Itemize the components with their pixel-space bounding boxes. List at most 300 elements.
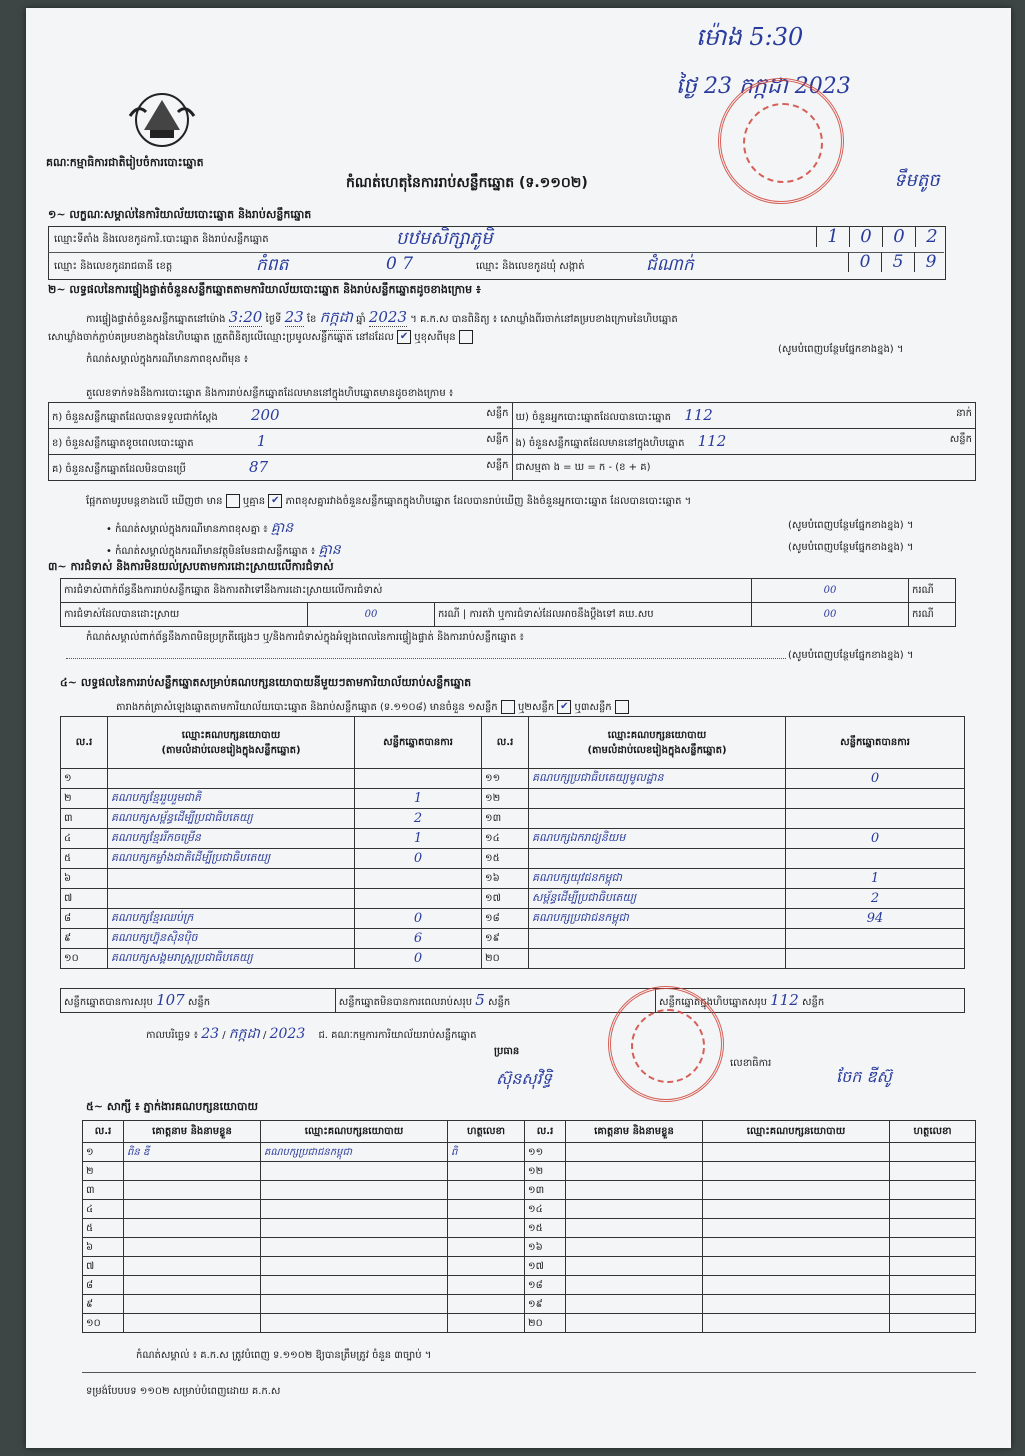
- witness-row-no: ២០: [525, 1314, 566, 1333]
- unit-sheet: សន្លឹក: [187, 997, 211, 1008]
- witness-row: [83, 1295, 976, 1314]
- results-col-party: [108, 717, 355, 769]
- results-row-votes: 0: [355, 949, 482, 969]
- figure-kha-label: ខ) ចំនួនសន្លឹកឆ្នោតខូចពេលបោះឆ្នោត: [52, 438, 194, 449]
- figure-gho-label: ឃ) ចំនួនអ្នកបោះឆ្នោតដែលបានបោះឆ្នោត: [515, 412, 672, 423]
- verification-text-1: ការផ្ទៀងផ្ទាត់ចំនួនសន្លឹកឆ្នោតនៅម៉ោង: [86, 314, 226, 325]
- results-row-no: ៤: [61, 829, 108, 849]
- bullet-objects-label: • កំណត់សម្គាល់ក្នុងករណីមានវត្ថុមិនមែនជាសន្លឹកឆ្នោត ៖: [106, 546, 316, 557]
- total-invalid-value: 5: [475, 991, 485, 1009]
- form-sheet: [26, 8, 1011, 1448]
- witness-row-sign: [448, 1276, 525, 1295]
- results-row: [61, 929, 965, 949]
- results-row-no: ៦: [61, 869, 108, 889]
- tally-sheet-line: [116, 700, 629, 715]
- results-row-party: [529, 809, 786, 829]
- bullet-difference: [106, 518, 293, 539]
- date-month: កក្កដា: [228, 1026, 260, 1042]
- witness-row-name: [124, 1162, 261, 1181]
- witness-row: [83, 1200, 976, 1219]
- witness-row-name: [124, 1238, 261, 1257]
- witness-row-name: [566, 1219, 703, 1238]
- station-code-digit: 1: [816, 226, 849, 247]
- section5-heading: ៥~ សាក្សី ៖ ភ្នាក់ងារគណបក្សនយោបាយ: [86, 1100, 259, 1113]
- witness-row-no: ៥: [83, 1219, 124, 1238]
- compare-line: [86, 494, 986, 509]
- results-row-no: ២០: [482, 949, 529, 969]
- form-footer: ទម្រង់បែបបទ ១១០២ សម្រាប់បំពេញដោយ គ.ក.ស: [86, 1386, 281, 1397]
- witness-col-sign: ហត្ថលេខា: [448, 1121, 525, 1143]
- objection-row2b-label: ករណី | ការតវ៉ា ឬការជំទាស់ដែលអាចនឹងប្តឹងទៅ គឃ.សប: [435, 603, 752, 627]
- witness-row-no: ១៣: [525, 1181, 566, 1200]
- results-row-party: [108, 869, 355, 889]
- results-row-party: [529, 789, 786, 809]
- footnote: កំណត់សម្គាល់ ៖ គ.ក.ស ត្រូវបំពេញ ទ.១១០២ ឱ្យបានត្រឹមត្រូវ ចំនួន ៣ច្បាប់ ។: [136, 1350, 432, 1361]
- committee-label: ជ. គណៈកម្មការការិយាល័យរាប់សន្លឹកឆ្នោត: [318, 1030, 477, 1041]
- unit-sheet: សន្លឹក: [488, 997, 511, 1008]
- witness-row: [83, 1276, 976, 1295]
- two-sheet-label: ឬ២សន្លឹក: [518, 702, 555, 713]
- form-title: កំណត់ហេតុនៃការរាប់សន្លឹកឆ្នោត (ទ.១១០២): [346, 175, 588, 191]
- section1-row2-label: ឈ្មោះ និងលេខកូដរាជធានី ខេត្ត: [54, 261, 173, 272]
- witness-row-sign: [890, 1200, 976, 1219]
- witness-row-sign: [890, 1276, 976, 1295]
- results-row-votes: 0: [355, 849, 482, 869]
- witness-row-party: គណបក្សប្រជាជនកម្ពុជា: [261, 1143, 448, 1162]
- results-row-votes: [355, 889, 482, 909]
- lock-check-text: សោឃ្លាំងចាក់ភ្ជាប់គម្របខាងក្នុងនៃហិបឆ្នោត ត្រួតពិនិត្យលើឈ្មោះប្រមូលសន្លឹកឆ្នោត នៅដដែល: [48, 332, 394, 343]
- witness-row-name: [566, 1238, 703, 1257]
- results-col-party-sub: (តាមលំដាប់លេខរៀងក្នុងសន្លឹកឆ្នោត): [161, 744, 301, 756]
- witness-row-party: [261, 1295, 448, 1314]
- results-row-votes: [355, 769, 482, 789]
- results-row-votes: 1: [786, 869, 965, 889]
- results-row-party: [108, 769, 355, 789]
- total-valid-value: 107: [156, 991, 185, 1009]
- witness-col-name: គោត្តនាម និងនាមខ្លួន: [124, 1121, 261, 1143]
- no-difference-checkbox[interactable]: ✔: [268, 494, 282, 508]
- results-row-no: ១៩: [482, 929, 529, 949]
- results-row-votes: 0: [786, 829, 965, 849]
- witness-row-party: [261, 1200, 448, 1219]
- figure-gho-value: 112: [684, 406, 713, 424]
- witness-col-no: ល.រ: [83, 1121, 124, 1143]
- commune-code: [848, 252, 947, 272]
- three-sheet-checkbox[interactable]: [615, 700, 629, 714]
- results-row-party: គណបក្សយុវជនកម្ពុជា: [529, 869, 786, 889]
- witness-row-party: [703, 1238, 890, 1257]
- witness-row: [83, 1162, 976, 1181]
- witness-row-no: ៣: [83, 1181, 124, 1200]
- verification-day: 23: [284, 308, 304, 326]
- commune-code-digit: 5: [881, 252, 914, 272]
- figure-ka-label: ក) ចំនួនសន្លឹកឆ្នោតដែលបានទទួលជាក់ស្តែង: [52, 412, 218, 423]
- results-col-party: [529, 717, 786, 769]
- figure-kha: [49, 429, 513, 455]
- witness-row-name: [124, 1257, 261, 1276]
- section3-note: កំណត់សម្គាល់ពាក់ព័ន្ធនឹងភាពមិនប្រក្រតីផ្សេងៗ ឬ/និងការជំទាស់ក្នុងអំឡុងពេលនៃការផ្ទៀងផ្ទាត់ និងការរាប់សន្លឹកឆ្នោត ៖: [86, 632, 524, 643]
- results-row-no: ១៨: [482, 909, 529, 929]
- witness-row-name: [124, 1276, 261, 1295]
- polling-station-name: បឋមសិក្សាភូមិ: [396, 228, 493, 249]
- results-row-no: ១៥: [482, 849, 529, 869]
- results-row-votes: [786, 809, 965, 829]
- results-row-votes: [786, 949, 965, 969]
- witness-row-name: [566, 1200, 703, 1219]
- handwritten-note: ទឹមតូច: [894, 170, 940, 191]
- witness-row-party: [703, 1181, 890, 1200]
- witness-row-party: [261, 1181, 448, 1200]
- witness-row-sign: [890, 1238, 976, 1257]
- results-row-no: ១៤: [482, 829, 529, 849]
- witness-row-name: ពិន ឌី: [124, 1143, 261, 1162]
- witness-row-sign: [448, 1162, 525, 1181]
- results-row-votes: 1: [355, 829, 482, 849]
- bullet-objects-value: គ្មាន: [318, 542, 341, 558]
- station-code-digit: 0: [882, 226, 915, 247]
- figures-intro: តួលេខទាក់ទងនឹងការបោះឆ្នោត និងការរាប់សន្លឹកឆ្នោតដែលមាននៅក្នុងហិបឆ្នោតមានដូចខាងក្រោម ៖: [86, 388, 454, 399]
- figure-ngo-value: 112: [697, 432, 727, 450]
- bullet-difference-label: • កំណត់សម្គាល់ក្នុងករណីមានភាពខុសគ្នា ៖: [106, 524, 268, 535]
- results-row: [61, 809, 965, 829]
- org-name: គណៈកម្មាធិការជាតិរៀបចំការបោះឆ្នោត: [46, 156, 204, 169]
- verification-month: កក្កដា: [320, 308, 353, 331]
- province-code: 0 7: [386, 254, 414, 274]
- figure-ko: [49, 455, 513, 481]
- witness-row-party: [261, 1257, 448, 1276]
- witness-row-name: [566, 1162, 703, 1181]
- results-row-votes: 2: [355, 809, 482, 829]
- figure-ngo-label: ង) ចំនួនសន្លឹកឆ្នោតដែលមាននៅក្នុងហិបឆ្នោត: [515, 438, 685, 449]
- witness-row-sign: [890, 1219, 976, 1238]
- tally-sheet-intro: តារាងកត់ត្រាសំឡេងឆ្នោតតាមការិយាល័យបោះឆ្នោត និងរាប់សន្លឹកឆ្នោត (ទ.១១០៨) មានចំនួន ១សន្លឹក: [116, 702, 498, 713]
- results-row-no: ១៣: [482, 809, 529, 829]
- witness-row: [83, 1143, 976, 1162]
- results-row-no: ៣: [61, 809, 108, 829]
- figure-kha-value: 1: [256, 432, 267, 450]
- different-label: ឬខុសពីមុន: [414, 332, 456, 343]
- witness-row-name: [124, 1181, 261, 1200]
- figure-ka-value: 200: [250, 406, 280, 424]
- commune-code-digit: 9: [914, 252, 947, 272]
- results-row-party: គណបក្សខ្មែរឈប់ក្រ: [108, 909, 355, 929]
- handwritten-time: ម៉ោង 5:30: [696, 23, 804, 51]
- witness-row-sign: [448, 1314, 525, 1333]
- results-row-party: [529, 849, 786, 869]
- results-row-votes: 1: [355, 789, 482, 809]
- results-col-party-title: ឈ្មោះគណបក្សនយោបាយ: [181, 729, 281, 741]
- witness-row-sign: [448, 1219, 525, 1238]
- bullet-objects-fill: (សូមបំពេញបន្ថែមផ្នែកខាងខ្នង) ។: [788, 542, 914, 553]
- results-row: [61, 849, 965, 869]
- results-row-party: គណបក្សសម្ព័ន្ធដើម្បីប្រជាធិបតេយ្យ: [108, 809, 355, 829]
- objection-row2-value: 00: [308, 603, 435, 627]
- results-col-party-sub: (តាមលំដាប់លេខរៀងក្នុងសន្លឹកឆ្នោត): [587, 744, 727, 756]
- date-line: កាលបរិច្ឆេទ ៖ 23 / កក្កដា / 2023 ជ. គណៈកម្មការការិយាល័យរាប់សន្លឹកឆ្នោត: [146, 1026, 477, 1042]
- total-box-label: សន្លឹកឆ្នោតក្នុងហិបឆ្នោតសរុប: [659, 997, 767, 1008]
- section1-row1-label: ឈ្មោះទីតាំង និងលេខកូដការិ.បោះឆ្នោត និងរាប់សន្លឹកឆ្នោត: [54, 234, 269, 245]
- witness-row-no: ៤: [83, 1200, 124, 1219]
- witness-row-no: ១៥: [525, 1219, 566, 1238]
- results-row-votes: 2: [786, 889, 965, 909]
- figure-gho: [512, 403, 976, 429]
- results-row: [61, 869, 965, 889]
- witness-row-party: [261, 1238, 448, 1257]
- witness-row-name: [566, 1257, 703, 1276]
- witness-row-no: ១៤: [525, 1200, 566, 1219]
- commune-label: ឈ្មោះ និងលេខកូដឃុំ សង្កាត់: [476, 261, 585, 272]
- witness-row-sign: [448, 1181, 525, 1200]
- results-row-votes: 0: [355, 909, 482, 929]
- witness-row-sign: [890, 1257, 976, 1276]
- results-row: [61, 829, 965, 849]
- commune-name: ជំណាក់: [646, 255, 694, 275]
- witness-row-no: ៨: [83, 1276, 124, 1295]
- witness-row-no: ៩: [83, 1295, 124, 1314]
- results-row-no: ១០: [61, 949, 108, 969]
- handwritten-date: ថ្ងៃ 23 កក្កដា 2023: [676, 74, 851, 99]
- nec-emblem-icon: [126, 86, 198, 154]
- results-row: [61, 789, 965, 809]
- witness-row-party: [703, 1143, 890, 1162]
- different-checkbox[interactable]: [459, 330, 473, 344]
- two-sheet-checkbox[interactable]: ✔: [557, 700, 571, 714]
- difference-note-label: កំណត់សម្គាល់ក្នុងករណីមានភាពខុសពីមុន ៖: [86, 354, 249, 365]
- witness-row-no: ១: [83, 1143, 124, 1162]
- witness-row-no: ១១: [525, 1143, 566, 1162]
- witness-row: [83, 1257, 976, 1276]
- witness-row-name: [124, 1314, 261, 1333]
- results-row-party: [529, 929, 786, 949]
- one-sheet-checkbox[interactable]: [501, 700, 515, 714]
- station-code-digit: 2: [915, 226, 948, 247]
- witness-row-name: [566, 1295, 703, 1314]
- witness-row-name: [566, 1314, 703, 1333]
- section3-fill-note: (សូមបំពេញបន្ថែមផ្នែកខាងខ្នង) ។: [788, 650, 914, 661]
- figure-ko-label: គ) ចំនួនសន្លឹកឆ្នោតដែលមិនបានប្រើ: [52, 464, 186, 475]
- province-name: កំពត: [256, 255, 289, 275]
- witness-row-name: [124, 1295, 261, 1314]
- witness-row-no: ១៨: [525, 1276, 566, 1295]
- chair-signature: ស៊ុនសុវិទ្ធិ: [496, 1069, 552, 1088]
- results-row-no: ១៧: [482, 889, 529, 909]
- witness-row-name: [566, 1181, 703, 1200]
- section1-heading: ១~ លក្ខណៈសម្គាល់នៃការិយាល័យបោះឆ្នោត និងរាប់សន្លឹកឆ្នោត: [48, 208, 312, 221]
- unit-person: នាក់: [956, 408, 972, 419]
- results-row-party: [108, 889, 355, 909]
- results-col-no: ល.រ: [61, 717, 108, 769]
- witness-col-sign: ហត្ថលេខា: [890, 1121, 976, 1143]
- witness-row-sign: [448, 1238, 525, 1257]
- bullet-difference-value: គ្មាន: [270, 520, 294, 536]
- results-row-no: ១១: [482, 769, 529, 789]
- results-row-no: ៨: [61, 909, 108, 929]
- unit-sheet: សន្លឹក: [801, 997, 825, 1008]
- witness-col-party: ឈ្មោះគណបក្សនយោបាយ: [703, 1121, 890, 1143]
- results-row-party: គណបក្សកម្លាំងជាតិដើម្បីប្រជាធិបតេយ្យ: [108, 849, 355, 869]
- witness-row-sign: ពិ: [448, 1143, 525, 1162]
- witness-row-sign: [890, 1314, 976, 1333]
- witness-row-party: [261, 1162, 448, 1181]
- results-table: [60, 716, 965, 969]
- secretary-label: លេខាធិការ: [730, 1058, 772, 1069]
- witness-row-sign: [448, 1257, 525, 1276]
- witness-row-no: ១៦: [525, 1238, 566, 1257]
- witness-row-no: ១៩: [525, 1295, 566, 1314]
- witness-row-no: ៦: [83, 1238, 124, 1257]
- verification-line: [86, 308, 966, 331]
- witness-col-party: ឈ្មោះគណបក្សនយោបាយ: [261, 1121, 448, 1143]
- unit-sheet: សន្លឹក: [486, 460, 509, 471]
- witness-row-party: [703, 1276, 890, 1295]
- objection-row1-label: ការជំទាស់ពាក់ព័ន្ធនឹងការរាប់សន្លឹកឆ្នោត និងការតវ៉ាទៅនឹងការដោះស្រាយលើការជំទាស់: [61, 579, 752, 603]
- results-row-party: [529, 949, 786, 969]
- date-year: 2023: [269, 1026, 306, 1042]
- witness-row-sign: [890, 1295, 976, 1314]
- witness-row: [83, 1181, 976, 1200]
- formula-cell: [512, 455, 976, 481]
- results-row-votes: [355, 869, 482, 889]
- results-row-party: គណបក្សសង្គមរាស្ត្រប្រជាធិបតេយ្យ: [108, 949, 355, 969]
- results-row-party: គណបក្សខ្មែររួបរួមជាតិ: [108, 789, 355, 809]
- objection-row1-value: 00: [752, 579, 909, 603]
- witness-row-sign: [890, 1181, 976, 1200]
- results-col-votes: សន្លឹកឆ្នោតបានការ: [786, 717, 965, 769]
- witness-row-name: [124, 1219, 261, 1238]
- three-sheet-label: ឬ៣សន្លឹក: [574, 702, 612, 713]
- compare-rest: ភាពខុសគ្នារវាងចំនួនសន្លឹកឆ្នោតក្នុងហិបឆ្នោត ដែលបានរាប់ឃើញ និងចំនួនអ្នកបោះឆ្នោត ដែលបានបោះឆ្នោត ។: [285, 496, 692, 507]
- same-checkbox[interactable]: ✔: [397, 330, 411, 344]
- figure-ka: [49, 403, 513, 429]
- witness-row: [83, 1314, 976, 1333]
- objection-row2b-text: ការតវ៉ា ឬការជំទាស់ដែលអាចនឹងប្តឹងទៅ គឃ.សប: [469, 609, 654, 620]
- witness-row-sign: [448, 1200, 525, 1219]
- results-row-votes: [786, 849, 965, 869]
- results-row: [61, 909, 965, 929]
- objection-row2-label: ការជំទាស់ដែលបានដោះស្រាយ: [61, 603, 308, 627]
- results-col-votes: សន្លឹកឆ្នោតបានការ: [355, 717, 482, 769]
- objections-table: [60, 578, 956, 627]
- results-row: [61, 889, 965, 909]
- witness-row-no: ១៧: [525, 1257, 566, 1276]
- witness-row-party: [703, 1257, 890, 1276]
- results-row-party: សម្ព័ន្ធដើម្បីប្រជាធិបតេយ្យ: [529, 889, 786, 909]
- unit-sheet: សន្លឹក: [486, 408, 509, 419]
- results-col-no: ល.រ: [482, 717, 529, 769]
- bullet-difference-fill: (សូមបំពេញបន្ថែមផ្នែកខាងខ្នង) ។: [788, 520, 914, 531]
- results-row-votes: [786, 789, 965, 809]
- witness-col-no: ល.រ: [525, 1121, 566, 1143]
- witness-row-sign: [890, 1162, 976, 1181]
- figure-ko-value: 87: [249, 458, 269, 476]
- results-row-no: ១២: [482, 789, 529, 809]
- results-row-party: គណបក្សខ្មែររីកចម្រើន: [108, 829, 355, 849]
- results-row-no: ១: [61, 769, 108, 789]
- results-row-no: ៥: [61, 849, 108, 869]
- official-stamp-bottom: [608, 986, 724, 1102]
- witness-row-party: [703, 1162, 890, 1181]
- witness-row-no: ១២: [525, 1162, 566, 1181]
- witness-row-sign: [890, 1143, 976, 1162]
- witness-row-party: [261, 1276, 448, 1295]
- results-row-votes: 0: [786, 769, 965, 789]
- total-invalid: [335, 989, 655, 1013]
- objection-row2b-value: 00: [752, 603, 909, 627]
- witness-row: [83, 1219, 976, 1238]
- commune-code-digit: 0: [848, 252, 881, 272]
- results-row-party: គណបក្សឯករាជ្យនិយម: [529, 829, 786, 849]
- official-stamp-top: [718, 78, 844, 204]
- section4-heading: ៤~ លទ្ធផលនៃការរាប់សន្លឹកឆ្នោតសម្រាប់គណបក្សនយោបាយនីមួយៗតាមការិយាល័យរាប់សន្លឹកឆ្នោត: [60, 676, 472, 689]
- figures-table: [48, 402, 976, 481]
- date-label: កាលបរិច្ឆេទ ៖: [146, 1030, 199, 1041]
- date-day: 23: [201, 1026, 220, 1042]
- verification-time: 3:20: [228, 308, 263, 326]
- section3-heading: ៣~ ការជំទាស់ និងការមិនយល់ស្របតាមការដោះស្រាយលើការជំទាស់: [48, 560, 334, 573]
- witness-row-party: [703, 1200, 890, 1219]
- difference-fill-note: (សូមបំពេញបន្ថែមផ្នែកខាងខ្នង) ។: [778, 344, 904, 355]
- witness-row-party: [703, 1295, 890, 1314]
- bullet-objects: [106, 540, 341, 561]
- witness-col-name: គោត្តនាម និងនាមខ្លួន: [566, 1121, 703, 1143]
- results-totals: [60, 988, 965, 1013]
- witness-row-no: ១០: [83, 1314, 124, 1333]
- chair-label: ប្រធាន: [494, 1046, 520, 1057]
- witness-row-party: [261, 1314, 448, 1333]
- results-row-no: ៧: [61, 889, 108, 909]
- results-row-votes: 94: [786, 909, 965, 929]
- results-row-party: គណបក្សប្រជាជនកម្ពុជា: [529, 909, 786, 929]
- results-row-party: គណបក្សហ្វ៊ុនស៊ិនប៉ិច: [108, 929, 355, 949]
- compare-text: ផ្អែកតាមរូបមន្តខាងលើ ឃើញថា មាន: [86, 496, 223, 507]
- results-row-no: ២: [61, 789, 108, 809]
- total-box-value: 112: [770, 991, 799, 1009]
- formula: ជាសម្មតា ង = ឃ = ក - (ខ + គ): [515, 462, 651, 473]
- station-code-digit: 0: [849, 226, 882, 247]
- secretary-signature: ចែក ឌីស៊ូ: [836, 1067, 892, 1086]
- unit-case: ករណី: [909, 579, 956, 603]
- witness-row-name: [124, 1200, 261, 1219]
- figure-ngo: [512, 429, 976, 455]
- witness-row-name: [566, 1276, 703, 1295]
- witness-table: [82, 1120, 976, 1333]
- results-row-no: ៩: [61, 929, 108, 949]
- total-valid: [61, 989, 336, 1013]
- results-row-party: គណបក្សប្រជាធិបតេយ្យមូលដ្ឋាន: [529, 769, 786, 789]
- verification-text-5: ។ គ.ក.ស បានពិនិត្យ ៖ សោឃ្លាំងពីរចាក់នៅគម្របខាងក្រោមនៃហិបឆ្នោត: [410, 314, 678, 325]
- witness-row-party: [261, 1219, 448, 1238]
- total-valid-label: សន្លឹកឆ្នោតបានការសរុប: [64, 997, 153, 1008]
- verification-text-2: ថ្ងៃទី: [265, 314, 282, 325]
- verification-text-4: ឆ្នាំ: [356, 314, 366, 325]
- witness-row-party: [703, 1314, 890, 1333]
- results-row-votes: [786, 929, 965, 949]
- witness-row-name: [566, 1143, 703, 1162]
- section2-heading: ២~ លទ្ធផលនៃការផ្ទៀងផ្ទាត់ចំនួនសន្លឹកឆ្នោតតាមការិយាល័យបោះឆ្នោត និងរាប់សន្លឹកឆ្នោតដូចខាងក្រោម ៖: [48, 283, 481, 296]
- station-code: [816, 226, 948, 247]
- results-col-party-title: ឈ្មោះគណបក្សនយោបាយ: [607, 729, 707, 741]
- has-difference-checkbox[interactable]: [226, 494, 240, 508]
- unit-case: ករណី: [438, 609, 460, 620]
- results-row-no: ១៦: [482, 869, 529, 889]
- witness-row-no: ២: [83, 1162, 124, 1181]
- results-row: [61, 949, 965, 969]
- witness-row-no: ៧: [83, 1257, 124, 1276]
- unit-sheet: សន្លឹក: [949, 434, 972, 445]
- witness-row: [83, 1238, 976, 1257]
- unit-case: ករណី: [909, 603, 956, 627]
- unit-sheet: សន្លឹក: [486, 434, 509, 445]
